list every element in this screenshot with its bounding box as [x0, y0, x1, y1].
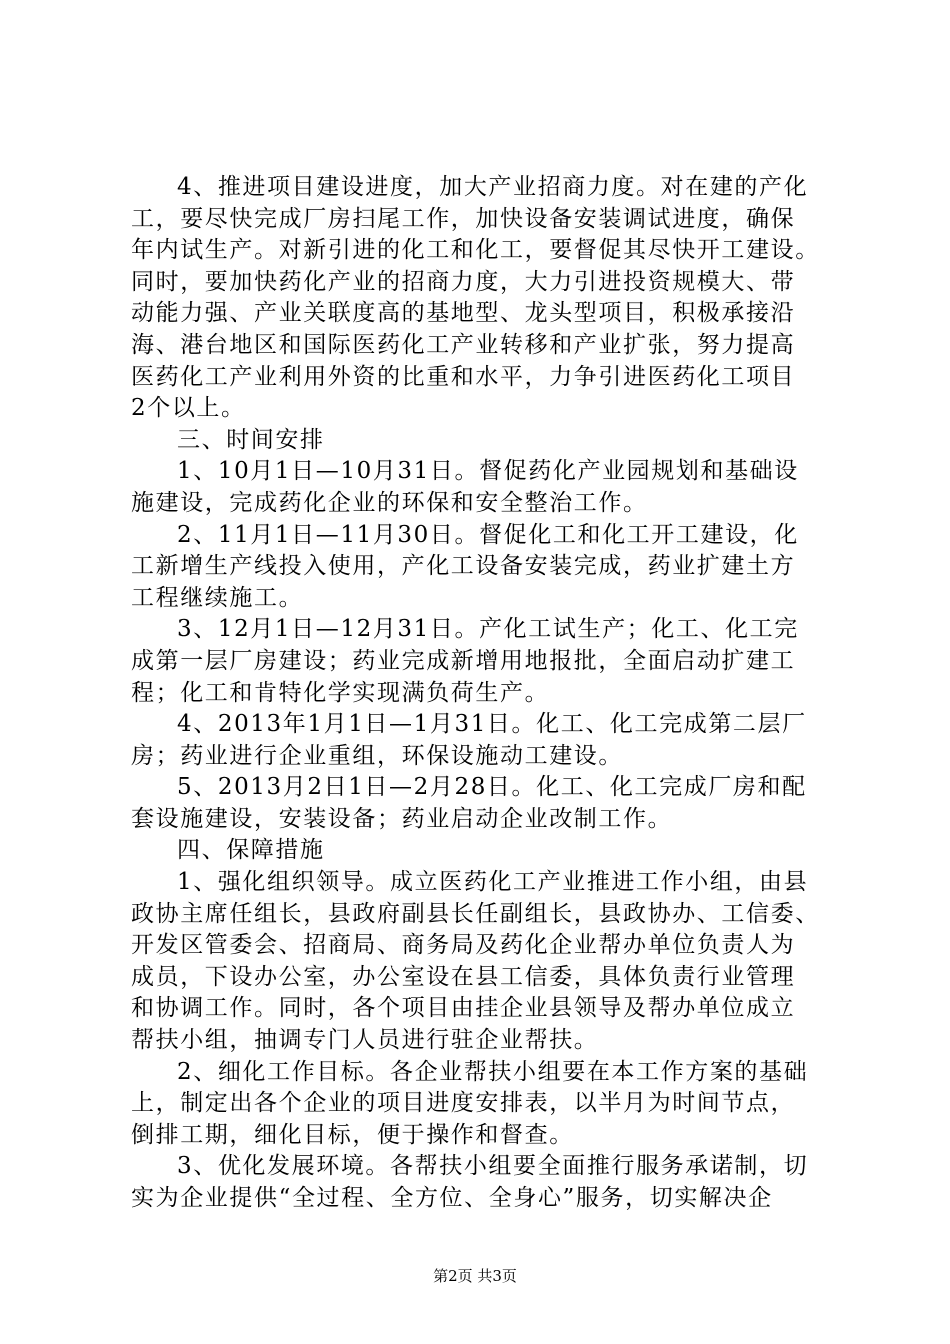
paragraph-line: 医药化工产业利用外资的比重和水平，力争引进医药化工项目	[131, 363, 796, 390]
paragraph-line: 上，制定出各个企业的项目进度安排表，以半月为时间节点，	[131, 1090, 796, 1117]
paragraph-line: 同时，要加快药化产业的招商力度，大力引进投资规模大、带	[131, 268, 796, 295]
paragraph-line: 年内试生产。对新引进的化工和化工，要督促其尽快开工建设。	[131, 237, 820, 264]
paragraph-line: 和协调工作。同时，各个项目由挂企业县领导及帮办单位成立	[131, 995, 796, 1022]
paragraph-line: 实为企业提供“全过程、全方位、全身心”服务，切实解决企	[131, 1185, 773, 1211]
paragraph-first-line: 4、推进项目建设进度，加大产业招商力度。对在建的产化	[177, 174, 809, 200]
page-number-footer: 第2页 共3页	[433, 1267, 517, 1285]
paragraph-first-line: 3、12月1日—12月31日。产化工试生产；化工、化工完	[177, 616, 799, 643]
paragraph-line: 倒排工期，细化目标，便于操作和督查。	[131, 1121, 574, 1148]
paragraph-line: 动能力强、产业关联度高的基地型、龙头型项目，积极承接沿	[131, 300, 796, 327]
paragraph-first-line: 四、保障措施	[177, 837, 325, 864]
paragraph-line: 政协主席任组长，县政府副县长任副组长，县政协办、工信委、	[131, 900, 820, 927]
paragraph-line: 成第一层厂房建设；药业完成新增用地报批，全面启动扩建工	[131, 647, 796, 674]
paragraph-line: 帮扶小组，抽调专门人员进行驻企业帮扶。	[131, 1027, 599, 1054]
paragraph-line: 工新增生产线投入使用，产化工设备安装完成，药业扩建土方	[131, 553, 796, 580]
paragraph-first-line: 1、强化组织领导。成立医药化工产业推进工作小组，由县	[177, 869, 809, 896]
paragraph-line: 程；化工和肯特化学实现满负荷生产。	[131, 679, 550, 706]
paragraph-first-line: 2、11月1日—11月30日。督促化工和化工开工建设，化	[177, 521, 799, 548]
paragraph-line: 2个以上。	[131, 395, 246, 422]
paragraph-first-line: 5、2013月2日1日—2月28日。化工、化工完成厂房和配	[177, 774, 807, 801]
paragraph-line: 海、港台地区和国际医药化工产业转移和产业扩张，努力提高	[131, 331, 796, 358]
paragraph-first-line: 3、优化发展环境。各帮扶小组要全面推行服务承诺制，切	[177, 1153, 809, 1180]
paragraph-line: 施建设，完成药化企业的环保和安全整治工作。	[131, 489, 648, 516]
paragraph-line: 套设施建设，安装设备；药业启动企业改制工作。	[131, 805, 673, 832]
document-body	[131, 172, 831, 1215]
paragraph-first-line: 1、10月1日—10月31日。督促药化产业园规划和基础设	[177, 458, 799, 485]
paragraph-line: 成员，下设办公室，办公室设在县工信委，具体负责行业管理	[131, 963, 796, 990]
paragraph-first-line: 三、时间安排	[177, 426, 325, 453]
paragraph-first-line: 2、细化工作目标。各企业帮扶小组要在本工作方案的基础	[177, 1058, 809, 1085]
paragraph-line: 工，要尽快完成厂房扫尾工作，加快设备安装调试进度，确保	[131, 205, 796, 232]
paragraph-line: 开发区管委会、招商局、商务局及药化企业帮办单位负责人为	[131, 932, 796, 959]
paragraph-line: 工程继续施工。	[131, 584, 304, 611]
paragraph-line: 房；药业进行企业重组，环保设施动工建设。	[131, 742, 623, 769]
paragraph-first-line: 4、2013年1月1日—1月31日。化工、化工完成第二层厂	[177, 711, 807, 738]
